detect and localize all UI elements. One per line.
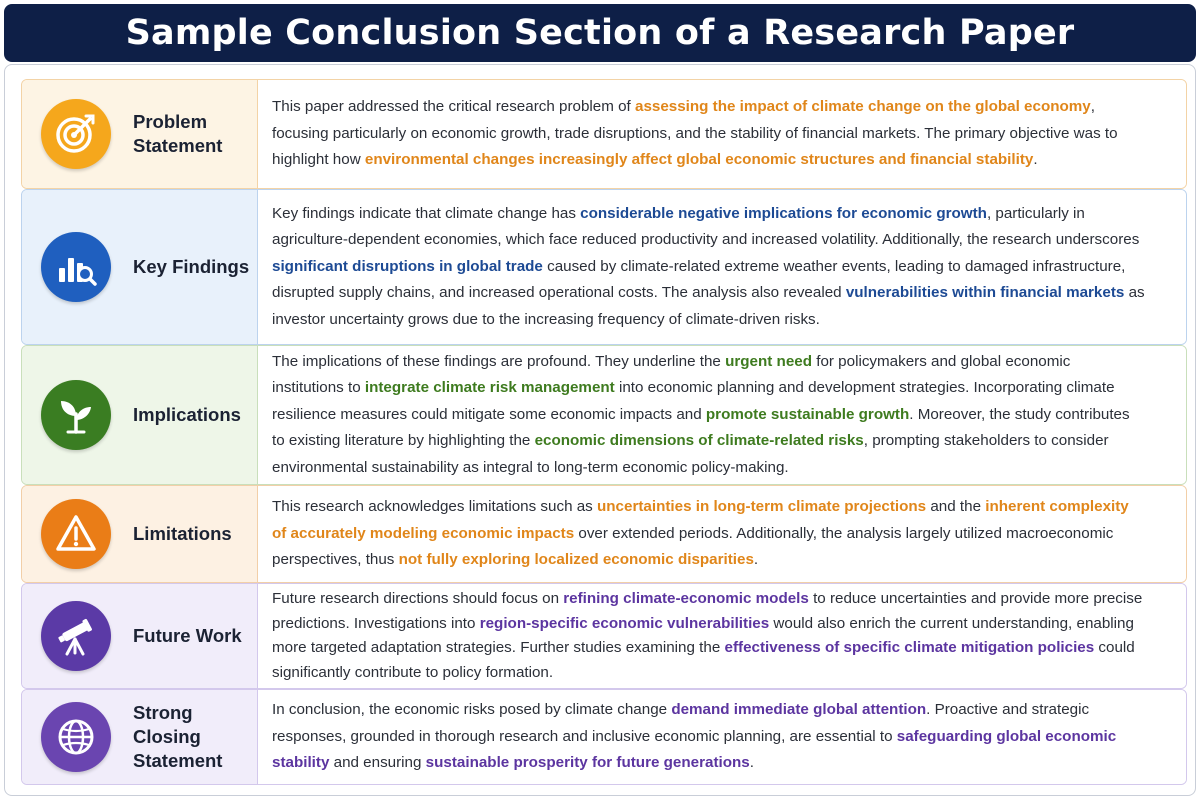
- section-paragraph: [272, 349, 1146, 482]
- body-text: Future research directions should focus on: [272, 590, 564, 607]
- highlighted-text: assessing the impact of climate change on the global economy: [635, 98, 1091, 116]
- highlighted-text: safeguarding global economic stability: [272, 727, 1117, 772]
- section-paragraph: [272, 94, 1146, 174]
- section-header: [22, 486, 258, 582]
- section-body: [258, 346, 1186, 484]
- section-header: [22, 346, 258, 484]
- section-paragraph: [272, 201, 1146, 334]
- body-text: The implications of these findings are profound. They underline the: [272, 352, 726, 370]
- page-title: Sample Conclusion Section of a Research Paper: [125, 13, 1075, 53]
- section-label: Key Findings: [133, 256, 250, 277]
- section-header: [22, 584, 258, 688]
- highlighted-text: promote sustainable growth: [705, 405, 910, 423]
- section-limitations: [21, 485, 1187, 583]
- body-text: for policymakers and global economic institutions to: [272, 352, 1071, 397]
- globe-icon: [41, 702, 111, 772]
- section-paragraph: [272, 587, 1146, 685]
- section-header: [22, 80, 258, 188]
- body-text: and ensuring: [329, 754, 426, 772]
- highlighted-text: demand immediate global attention: [671, 701, 927, 719]
- section-body: [258, 584, 1186, 688]
- highlighted-text: environmental changes increasingly affect global economic structures and financial stability: [364, 151, 1034, 169]
- body-text: . Moreover, the study contributes to existing literature by highlighting the: [272, 405, 1130, 450]
- section-key-findings: [21, 189, 1187, 345]
- highlighted-text: refining climate-economic models: [563, 590, 809, 607]
- section-label: Future Work: [133, 625, 242, 646]
- section-implications: [21, 345, 1187, 485]
- body-text: would also enrich the current understanding, enabling more targeted adaptation strategies. Further studies examining the: [272, 614, 1134, 656]
- section-body: [258, 190, 1186, 344]
- body-text: and the: [926, 498, 986, 516]
- body-text: over extended periods. Additionally, the analysis largely utilized macroeconomic perspectives, thus: [272, 524, 1114, 569]
- section-label: Implications: [133, 404, 241, 425]
- section-header: [22, 190, 258, 344]
- highlighted-text: uncertainties in long-term climate projections: [597, 498, 927, 516]
- highlighted-text: integrate climate risk management: [364, 379, 615, 397]
- target-icon: [41, 99, 111, 169]
- highlighted-text: sustainable prosperity for future generations: [425, 754, 750, 772]
- section-problem-statement: [21, 79, 1187, 189]
- highlighted-text: urgent need: [725, 352, 813, 370]
- highlighted-text: vulnerabilities within financial markets: [845, 284, 1125, 302]
- section-paragraph: [272, 697, 1146, 777]
- warning-triangle-icon: [41, 499, 111, 569]
- section-label: Limitations: [133, 523, 232, 544]
- highlighted-text: inherent complexity of accurately modeling economic impacts: [272, 498, 1129, 542]
- section-header: [22, 690, 258, 784]
- section-label: Strong Closing Statement: [133, 702, 223, 771]
- highlighted-text: region-specific economic vulnerabilities: [479, 614, 770, 632]
- section-strong-closing-statement: [21, 689, 1187, 785]
- body-text: caused by climate-related extreme weather events, leading to damaged infrastructure, disrupted supply chains, and increased operational costs. The analysis also revealed: [272, 257, 1126, 302]
- conclusion-frame: [4, 64, 1196, 796]
- section-body: [258, 80, 1186, 188]
- body-text: , prompting stakeholders to consider environmental sustainability as integral to long-term economic policy-making.: [272, 432, 1109, 476]
- highlighted-text: economic dimensions of climate-related risks: [534, 432, 864, 450]
- body-text: This research acknowledges limitations such as: [272, 498, 597, 516]
- highlighted-text: considerable negative implications for economic growth: [580, 204, 987, 222]
- section-body: [258, 690, 1186, 784]
- title-banner: [4, 4, 1196, 62]
- highlighted-text: effectiveness of specific climate mitigation policies: [724, 639, 1095, 656]
- section-future-work: [21, 583, 1187, 689]
- body-text: . Proactive and strategic responses, grounded in thorough research and inclusive economic planning, are essential to: [272, 701, 1090, 745]
- highlighted-text: significant disruptions in global trade: [272, 257, 543, 275]
- body-text: .: [1033, 151, 1038, 169]
- body-text: could significantly contribute to policy formation.: [272, 639, 1135, 681]
- body-text: .: [753, 551, 759, 569]
- bar-chart-magnifier-icon: [41, 232, 111, 302]
- body-text: to reduce uncertainties and provide more precise predictions. Investigations into: [272, 590, 1143, 632]
- body-text: .: [749, 754, 754, 772]
- body-text: as investor uncertainty grows due to the increasing frequency of climate-driven risks.: [272, 284, 1145, 328]
- body-text: , particularly in agriculture-dependent economies, which face reduced productivity and increased volatility. Additionally, the research underscores: [272, 204, 1140, 249]
- body-text: into economic planning and development strategies. Incorporating climate resilience measures could mitigate some economic impacts and: [272, 379, 1115, 423]
- body-text: , focusing particularly on economic growth, trade disruptions, and the stability of financial markets. The primary objective was to highlight how: [272, 98, 1118, 169]
- highlighted-text: not fully exploring localized economic disparities: [398, 551, 754, 569]
- body-text: Key findings indicate that climate change has: [272, 204, 581, 222]
- section-body: [258, 486, 1186, 582]
- section-label: Problem Statement: [133, 111, 223, 156]
- body-text: In conclusion, the economic risks posed by climate change: [272, 701, 672, 719]
- sprout-icon: [41, 380, 111, 450]
- section-paragraph: [272, 494, 1146, 574]
- telescope-icon: [41, 601, 111, 671]
- body-text: This paper addressed the critical research problem of: [272, 98, 635, 116]
